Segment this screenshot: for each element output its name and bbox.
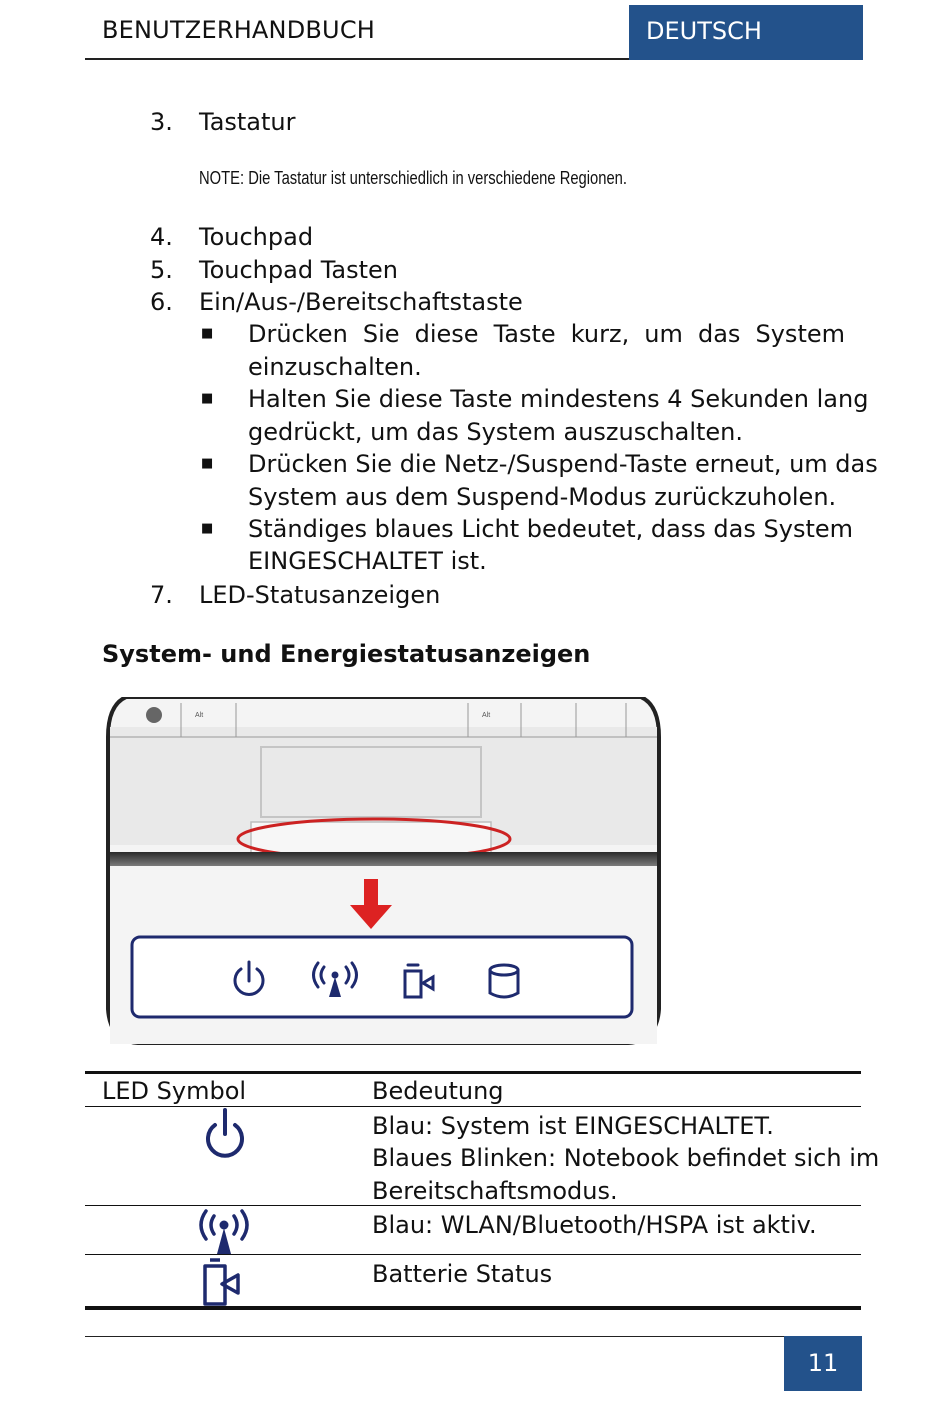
list-number: 4. bbox=[150, 223, 173, 251]
list-item-touchpad: Touchpad bbox=[199, 223, 314, 251]
bullet-marker: ■ bbox=[201, 326, 214, 341]
bullet-line: Ständiges blaues Licht bedeutet, dass das System bbox=[248, 515, 854, 543]
bullet-line: gedrückt, um das System auszuschalten. bbox=[248, 418, 744, 446]
meaning-line: Blau: WLAN/Bluetooth/HSPA ist aktiv. bbox=[372, 1211, 817, 1239]
bullet-line: Halten Sie diese Taste mindestens 4 Sekunden lang bbox=[248, 385, 869, 413]
wireless-icon bbox=[193, 1206, 255, 1256]
windows-key-icon bbox=[146, 707, 162, 723]
led-panel bbox=[132, 937, 632, 1017]
table-header-symbol: LED Symbol bbox=[102, 1077, 247, 1105]
power-icon bbox=[201, 1106, 249, 1162]
list-item-led: LED-Statusanzeigen bbox=[199, 581, 441, 609]
list-number: 6. bbox=[150, 288, 173, 316]
list-item-keyboard: Tastatur bbox=[199, 108, 296, 136]
meaning-line: Batterie Status bbox=[372, 1260, 553, 1288]
table-bottom-rule bbox=[85, 1306, 861, 1310]
keyboard-note: NOTE: Die Tastatur ist unterschiedlich in verschiedene Regionen. bbox=[199, 168, 627, 188]
alt-key-label: Alt bbox=[195, 712, 204, 719]
page-number: 11 bbox=[784, 1336, 862, 1391]
bullet-line: System aus dem Suspend-Modus zurückzuholen. bbox=[248, 483, 837, 511]
meaning-line: Blau: System ist EINGESCHALTET. bbox=[372, 1112, 774, 1140]
table-top-rule bbox=[85, 1071, 861, 1074]
bullet-marker: ■ bbox=[201, 456, 214, 471]
bullet-line: einzuschalten. bbox=[248, 353, 422, 381]
list-item-power-button: Ein/Aus-/Bereitschaftstaste bbox=[199, 288, 523, 316]
led-location-illustration bbox=[106, 697, 662, 1045]
bullet-line: Drücken Sie die Netz-/Suspend-Taste erneut, um das bbox=[248, 450, 878, 478]
list-number: 7. bbox=[150, 581, 173, 609]
bullet-line: EINGESCHALTET ist. bbox=[248, 547, 487, 575]
language-badge: DEUTSCH bbox=[629, 5, 863, 60]
list-item-touchpad-buttons: Touchpad Tasten bbox=[199, 256, 398, 284]
arrow-shaft bbox=[364, 879, 378, 909]
list-number: 3. bbox=[150, 108, 173, 136]
meaning-line: Bereitschaftsmodus. bbox=[372, 1177, 618, 1205]
bullet-line: Drücken Sie diese Taste kurz, um das System bbox=[248, 320, 845, 348]
section-title: System- und Energiestatusanzeigen bbox=[102, 640, 591, 668]
battery-icon bbox=[200, 1256, 250, 1308]
header-divider bbox=[85, 58, 629, 60]
bullet-marker: ■ bbox=[201, 391, 214, 406]
table-header-meaning: Bedeutung bbox=[372, 1077, 504, 1105]
table-row-divider bbox=[85, 1254, 861, 1255]
footer-divider bbox=[85, 1336, 785, 1337]
meaning-line: Blaues Blinken: Notebook befindet sich im bbox=[372, 1144, 880, 1172]
bullet-marker: ■ bbox=[201, 521, 214, 536]
manual-title: BENUTZERHANDBUCH bbox=[102, 16, 376, 44]
alt-key-label: Alt bbox=[482, 712, 491, 719]
list-number: 5. bbox=[150, 256, 173, 284]
